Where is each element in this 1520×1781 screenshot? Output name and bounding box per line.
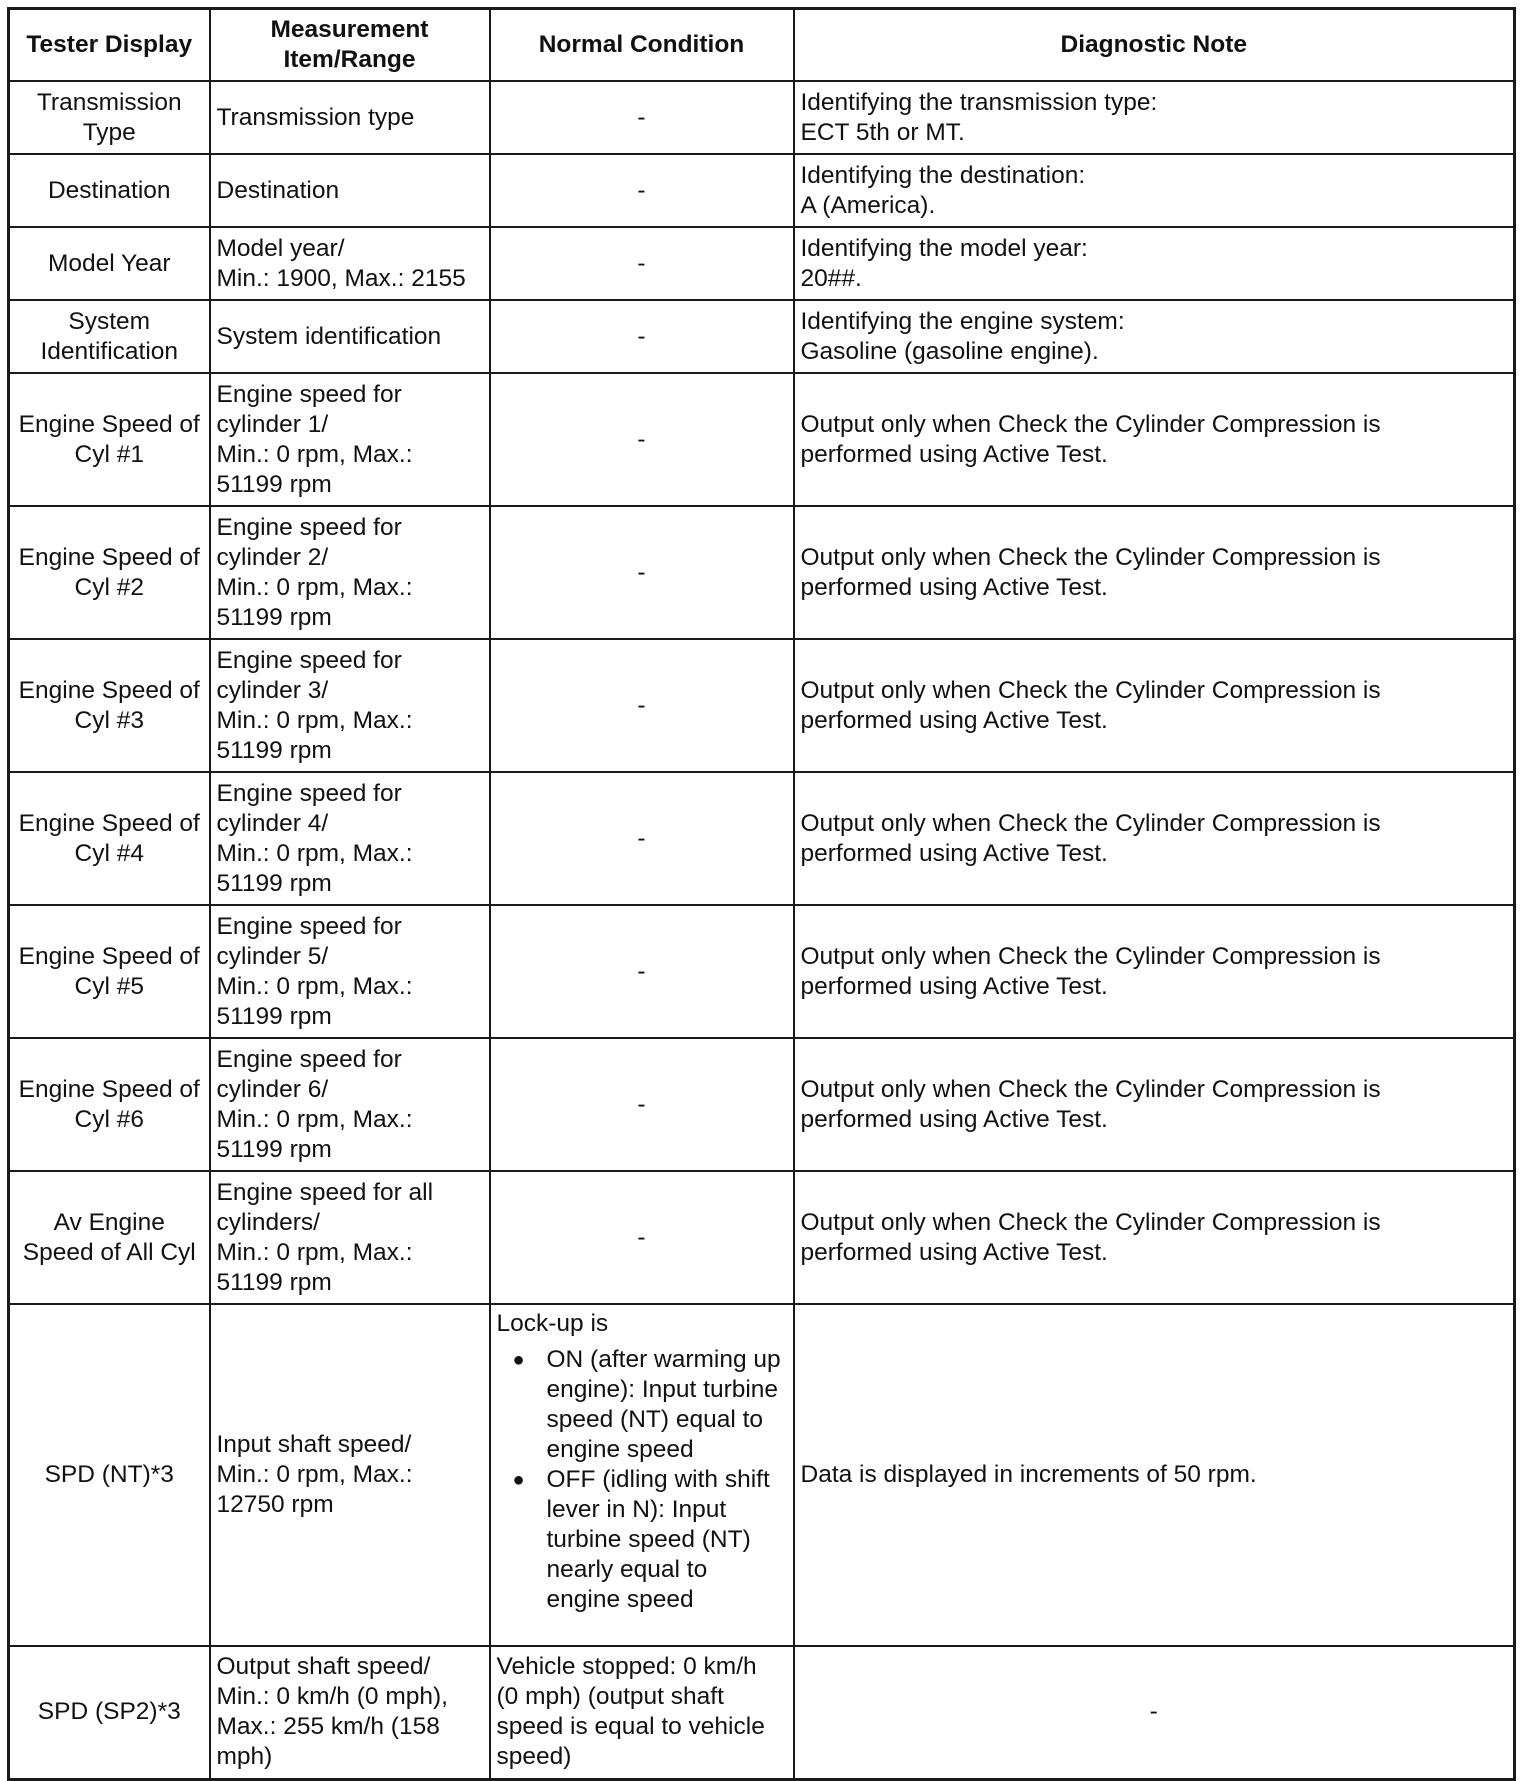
- diagnostic-note-cell: Output only when Check the Cylinder Compression is performed using Active Test.: [794, 639, 1515, 772]
- diagnostic-note-cell: Output only when Check the Cylinder Compression is performed using Active Test.: [794, 772, 1515, 905]
- diagnostic-note-cell: Output only when Check the Cylinder Compression is performed using Active Test.: [794, 373, 1515, 506]
- tester-display-cell: Engine Speed of Cyl #4: [9, 772, 210, 905]
- tester-display-cell: SPD (SP2)*3: [9, 1646, 210, 1779]
- measurement-cell: Destination: [210, 154, 490, 227]
- diagnostic-note-cell: Output only when Check the Cylinder Compression is performed using Active Test.: [794, 506, 1515, 639]
- header-diagnostic-note: Diagnostic Note: [794, 9, 1515, 82]
- measurement-cell: Input shaft speed/ Min.: 0 rpm, Max.: 12750 rpm: [210, 1304, 490, 1646]
- diagnostic-note-cell: -: [794, 1646, 1515, 1779]
- normal-condition-cell: -: [490, 373, 794, 506]
- normal-condition-cell: -: [490, 772, 794, 905]
- tester-display-cell: Engine Speed of Cyl #2: [9, 506, 210, 639]
- table-row-spd-sp2: [9, 1646, 1515, 1779]
- tester-display-cell: Destination: [9, 154, 210, 227]
- normal-condition-cell: -: [490, 81, 794, 154]
- tester-display-cell: Engine Speed of Cyl #1: [9, 373, 210, 506]
- table-row: [9, 506, 1515, 639]
- normal-condition-cell: -: [490, 300, 794, 373]
- normal-condition-cell: -: [490, 1038, 794, 1171]
- measurement-cell: System identification: [210, 300, 490, 373]
- table-row: [9, 373, 1515, 506]
- tester-display-cell: Engine Speed of Cyl #6: [9, 1038, 210, 1171]
- table-row: [9, 772, 1515, 905]
- measurement-cell: Model year/ Min.: 1900, Max.: 2155: [210, 227, 490, 300]
- normal-condition-cell: -: [490, 227, 794, 300]
- tester-display-cell: Av Engine Speed of All Cyl: [9, 1171, 210, 1304]
- tester-display-cell: Engine Speed of Cyl #5: [9, 905, 210, 1038]
- list-item: ● OFF (idling with shift lever in N): Input turbine speed (NT) nearly equal to engine speed: [547, 1465, 787, 1615]
- normal-condition-cell: -: [490, 639, 794, 772]
- header-measurement-item: Measurement Item/Range: [210, 9, 490, 82]
- diagnostic-note-cell: Identifying the engine system: Gasoline (gasoline engine).: [794, 300, 1515, 373]
- table-row: [9, 639, 1515, 772]
- diagnostic-note-cell: Output only when Check the Cylinder Compression is performed using Active Test.: [794, 1038, 1515, 1171]
- diagnostic-note-cell: Identifying the model year: 20##.: [794, 227, 1515, 300]
- measurement-cell: Output shaft speed/ Min.: 0 km/h (0 mph), Max.: 255 km/h (158 mph): [210, 1646, 490, 1779]
- measurement-cell: Engine speed for cylinder 4/ Min.: 0 rpm, Max.: 51199 rpm: [210, 772, 490, 905]
- table-row: [9, 227, 1515, 300]
- diagnostic-note-cell: Output only when Check the Cylinder Compression is performed using Active Test.: [794, 905, 1515, 1038]
- header-tester-display: Tester Display: [9, 9, 210, 82]
- diagnostic-note-cell: Identifying the destination: A (America).: [794, 154, 1515, 227]
- header-normal-condition: Normal Condition: [490, 9, 794, 82]
- table-row: [9, 300, 1515, 373]
- normal-condition-cell: -: [490, 1171, 794, 1304]
- list-item: ● ON (after warming up engine): Input turbine speed (NT) equal to engine speed: [547, 1345, 787, 1465]
- diagnostic-note-cell: Identifying the transmission type: ECT 5th or MT.: [794, 81, 1515, 154]
- tester-display-cell: Engine Speed of Cyl #3: [9, 639, 210, 772]
- tester-display-cell: SPD (NT)*3: [9, 1304, 210, 1646]
- lock-up-condition-list: [497, 1345, 787, 1615]
- diagnostic-note-cell: Data is displayed in increments of 50 rpm.: [794, 1304, 1515, 1646]
- measurement-cell: Engine speed for cylinder 1/ Min.: 0 rpm, Max.: 51199 rpm: [210, 373, 490, 506]
- normal-condition-cell: [490, 1304, 794, 1646]
- measurement-cell: Engine speed for cylinder 6/ Min.: 0 rpm, Max.: 51199 rpm: [210, 1038, 490, 1171]
- normal-condition-cell: -: [490, 905, 794, 1038]
- measurement-cell: Engine speed for cylinder 2/ Min.: 0 rpm, Max.: 51199 rpm: [210, 506, 490, 639]
- measurement-cell: Engine speed for all cylinders/ Min.: 0 rpm, Max.: 51199 rpm: [210, 1171, 490, 1304]
- table-row: [9, 1171, 1515, 1304]
- table-row: [9, 154, 1515, 227]
- measurement-cell: Engine speed for cylinder 3/ Min.: 0 rpm, Max.: 51199 rpm: [210, 639, 490, 772]
- table-row: [9, 81, 1515, 154]
- measurement-cell: Engine speed for cylinder 5/ Min.: 0 rpm, Max.: 51199 rpm: [210, 905, 490, 1038]
- normal-condition-cell: Vehicle stopped: 0 km/h (0 mph) (output shaft speed is equal to vehicle speed): [490, 1646, 794, 1779]
- tester-display-cell: System Identification: [9, 300, 210, 373]
- table-row-spd-nt: [9, 1304, 1515, 1646]
- table-header-row: [9, 9, 1515, 82]
- diagnostic-note-cell: Output only when Check the Cylinder Compression is performed using Active Test.: [794, 1171, 1515, 1304]
- tester-display-cell: Transmission Type: [9, 81, 210, 154]
- table-row: [9, 905, 1515, 1038]
- measurement-cell: Transmission type: [210, 81, 490, 154]
- normal-condition-cell: -: [490, 506, 794, 639]
- diagnostic-data-table: [7, 7, 1516, 1781]
- lock-up-intro: Lock-up is: [496, 1310, 609, 1337]
- normal-condition-cell: -: [490, 154, 794, 227]
- table-row: [9, 1038, 1515, 1171]
- tester-display-cell: Model Year: [9, 227, 210, 300]
